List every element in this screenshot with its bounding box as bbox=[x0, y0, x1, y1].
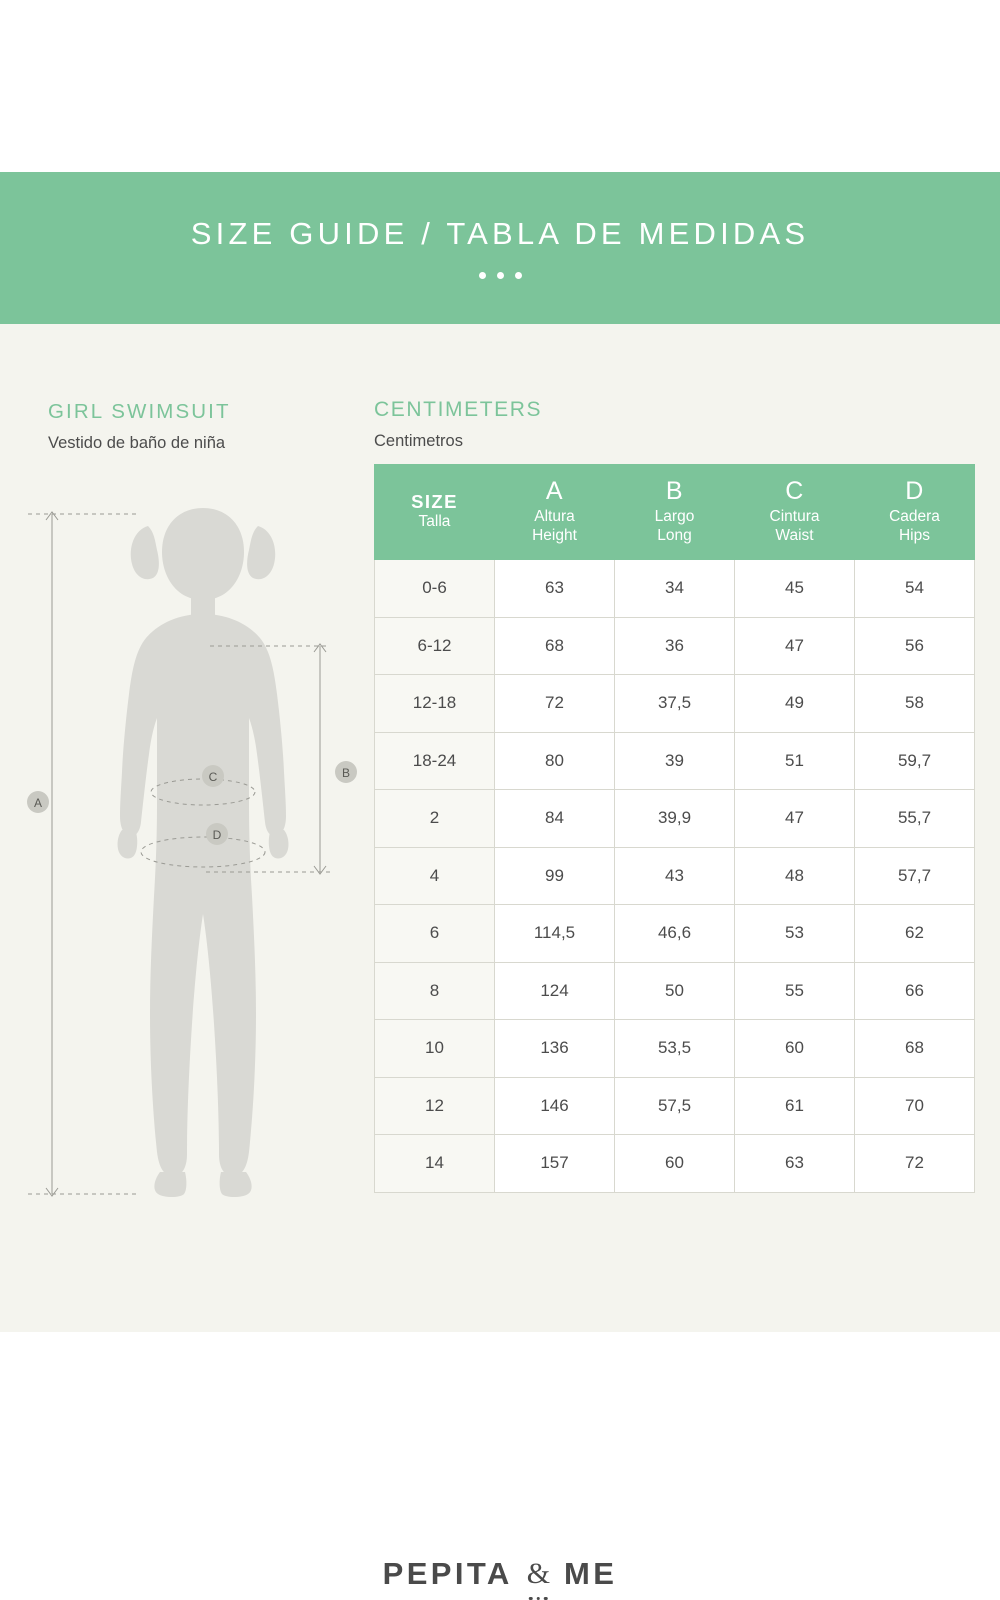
cell-waist: 53 bbox=[735, 905, 855, 963]
dot-icon bbox=[515, 272, 522, 279]
table-row bbox=[375, 560, 975, 618]
cell-size: 12-18 bbox=[375, 675, 495, 733]
size-chart-table bbox=[374, 464, 975, 1193]
logo-dot-ornament bbox=[529, 1597, 548, 1600]
cell-long: 60 bbox=[615, 1135, 735, 1193]
girl-silhouette-icon bbox=[10, 504, 350, 1204]
garment-heading-group bbox=[48, 400, 348, 453]
column-header-b: B Largo Long bbox=[615, 465, 735, 560]
cell-long: 53,5 bbox=[615, 1020, 735, 1078]
cell-long: 34 bbox=[615, 560, 735, 618]
cell-height: 80 bbox=[495, 732, 615, 790]
table-row bbox=[375, 617, 975, 675]
cell-waist: 47 bbox=[735, 790, 855, 848]
cell-hips: 55,7 bbox=[855, 790, 975, 848]
svg-text:C: C bbox=[209, 770, 218, 784]
table-row bbox=[375, 905, 975, 963]
brand-name-left: PEPITA bbox=[383, 1556, 513, 1592]
cell-waist: 55 bbox=[735, 962, 855, 1020]
garment-title-es: Vestido de baño de niña bbox=[48, 434, 348, 453]
footer bbox=[0, 1556, 1000, 1592]
cell-waist: 49 bbox=[735, 675, 855, 733]
cell-height: 114,5 bbox=[495, 905, 615, 963]
table-row bbox=[375, 790, 975, 848]
column-header-d: D Cadera Hips bbox=[855, 465, 975, 560]
header-band bbox=[0, 172, 1000, 324]
cell-size: 14 bbox=[375, 1135, 495, 1193]
cell-size: 12 bbox=[375, 1077, 495, 1135]
content-panel bbox=[0, 324, 1000, 1332]
cell-height: 157 bbox=[495, 1135, 615, 1193]
cell-long: 36 bbox=[615, 617, 735, 675]
cell-hips: 72 bbox=[855, 1135, 975, 1193]
cell-height: 136 bbox=[495, 1020, 615, 1078]
svg-text:B: B bbox=[342, 766, 350, 780]
dot-icon bbox=[544, 1597, 548, 1600]
column-header-c: C Cintura Waist bbox=[735, 465, 855, 560]
measurement-figure bbox=[10, 504, 350, 1204]
ampersand-icon: & bbox=[525, 1557, 552, 1591]
table-row bbox=[375, 732, 975, 790]
cell-long: 46,6 bbox=[615, 905, 735, 963]
column-header-a: A Altura Height bbox=[495, 465, 615, 560]
cell-hips: 70 bbox=[855, 1077, 975, 1135]
dot-icon bbox=[529, 1597, 533, 1600]
cell-size: 8 bbox=[375, 962, 495, 1020]
units-title-es: Centimetros bbox=[374, 432, 974, 451]
page-title: SIZE GUIDE / TABLA DE MEDIDAS bbox=[191, 217, 810, 251]
cell-hips: 58 bbox=[855, 675, 975, 733]
cell-hips: 62 bbox=[855, 905, 975, 963]
table-row bbox=[375, 1135, 975, 1193]
cell-hips: 56 bbox=[855, 617, 975, 675]
cell-size: 6-12 bbox=[375, 617, 495, 675]
cell-long: 37,5 bbox=[615, 675, 735, 733]
cell-height: 99 bbox=[495, 847, 615, 905]
brand-name-right: ME bbox=[564, 1556, 617, 1592]
cell-waist: 48 bbox=[735, 847, 855, 905]
dot-icon bbox=[497, 272, 504, 279]
svg-text:A: A bbox=[34, 796, 42, 810]
cell-size: 6 bbox=[375, 905, 495, 963]
cell-height: 84 bbox=[495, 790, 615, 848]
header-dot-ornament bbox=[479, 272, 522, 279]
table-row bbox=[375, 675, 975, 733]
cell-height: 146 bbox=[495, 1077, 615, 1135]
table-row bbox=[375, 1020, 975, 1078]
cell-size: 10 bbox=[375, 1020, 495, 1078]
cell-waist: 61 bbox=[735, 1077, 855, 1135]
dot-icon bbox=[537, 1597, 541, 1600]
cell-height: 124 bbox=[495, 962, 615, 1020]
cell-long: 57,5 bbox=[615, 1077, 735, 1135]
cell-hips: 66 bbox=[855, 962, 975, 1020]
cell-height: 63 bbox=[495, 560, 615, 618]
cell-hips: 68 bbox=[855, 1020, 975, 1078]
cell-hips: 57,7 bbox=[855, 847, 975, 905]
column-header-size: SIZE Talla bbox=[375, 465, 495, 560]
cell-size: 2 bbox=[375, 790, 495, 848]
garment-title-en: GIRL SWIMSUIT bbox=[48, 400, 348, 424]
cell-height: 72 bbox=[495, 675, 615, 733]
dot-icon bbox=[479, 272, 486, 279]
table-row bbox=[375, 847, 975, 905]
cell-hips: 59,7 bbox=[855, 732, 975, 790]
svg-text:D: D bbox=[213, 828, 222, 842]
table-row bbox=[375, 1077, 975, 1135]
cell-hips: 54 bbox=[855, 560, 975, 618]
cell-waist: 47 bbox=[735, 617, 855, 675]
brand-logo bbox=[383, 1556, 618, 1592]
cell-size: 18-24 bbox=[375, 732, 495, 790]
cell-long: 43 bbox=[615, 847, 735, 905]
units-heading-group bbox=[374, 398, 974, 451]
cell-waist: 45 bbox=[735, 560, 855, 618]
cell-long: 39 bbox=[615, 732, 735, 790]
table-header-row bbox=[375, 465, 975, 560]
cell-size: 4 bbox=[375, 847, 495, 905]
cell-long: 50 bbox=[615, 962, 735, 1020]
units-title-en: CENTIMETERS bbox=[374, 398, 974, 422]
cell-long: 39,9 bbox=[615, 790, 735, 848]
cell-waist: 63 bbox=[735, 1135, 855, 1193]
cell-size: 0-6 bbox=[375, 560, 495, 618]
table-row bbox=[375, 962, 975, 1020]
cell-height: 68 bbox=[495, 617, 615, 675]
cell-waist: 51 bbox=[735, 732, 855, 790]
cell-waist: 60 bbox=[735, 1020, 855, 1078]
